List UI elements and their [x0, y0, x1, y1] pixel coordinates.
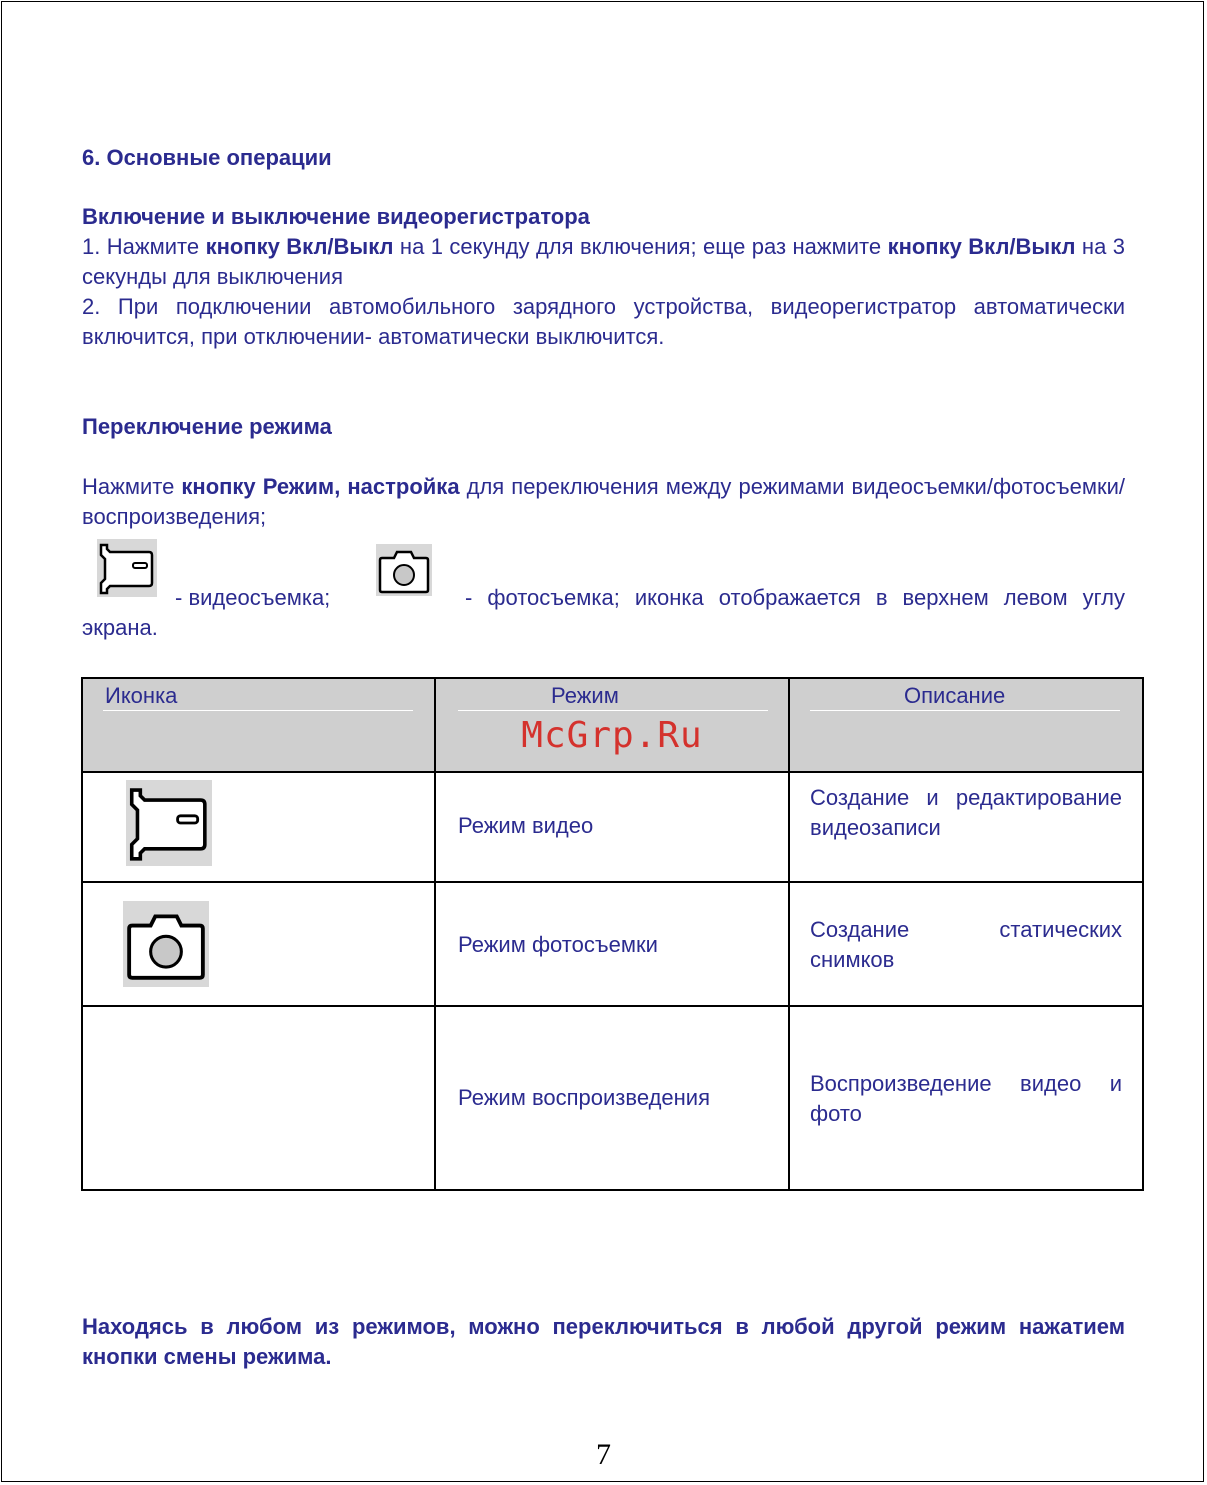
watermark: McGrp.Ru: [521, 715, 703, 756]
header-rule: [458, 710, 768, 711]
mode-description: Воспроизведение видео и фото: [810, 1071, 1122, 1126]
power-heading: Включение и выключение видеорегистратора: [82, 204, 590, 229]
table-header-row: [82, 678, 1143, 772]
power-paragraph-1: [82, 232, 1125, 292]
legend-photo-label: - фотосъемка; иконка отображается в верхнем левом углу экрана: [82, 585, 1125, 640]
description-cell: [789, 772, 1143, 882]
header-rule: [103, 710, 413, 711]
mode-switch-heading: Переключение режима: [82, 414, 332, 439]
icon-cell: [82, 772, 435, 882]
button-name-power: кнопку Вкл/Выкл: [887, 234, 1076, 259]
text-run: 1. Нажмите: [82, 234, 206, 259]
icon-cell: [82, 882, 435, 1006]
table-row: [82, 882, 1143, 1006]
mode-description: Создание и редактирование видеозаписи: [810, 785, 1122, 840]
section-title: 6. Основные операции: [82, 145, 332, 170]
mode-name: Режим воспроизведения: [458, 1085, 710, 1110]
table-row: [82, 1006, 1143, 1190]
description-cell: [789, 882, 1143, 1006]
text-run: Нажмите: [82, 474, 182, 499]
button-name-mode: кнопку Режим, настройка: [181, 474, 460, 499]
text-run: на 3 секунды для выключения: [82, 234, 1125, 289]
photo-camera-icon: [123, 901, 209, 987]
header-description: [789, 678, 1143, 772]
table-row: [82, 772, 1143, 882]
mode-name: Режим видео: [458, 813, 594, 838]
mode-cell: [435, 1006, 789, 1190]
legend-photo-text: [82, 583, 1125, 643]
page-number: 7: [596, 1438, 611, 1471]
header-mode: [435, 678, 789, 772]
mode-description: Создание статических снимков: [810, 917, 1122, 972]
header-label: Режим: [551, 683, 619, 708]
header-label: Иконка: [105, 683, 178, 708]
power-paragraph-2: 2. При подключении автомобильного зарядного устройства, видеорегистратор автоматически включится, при отключении- автоматически выключится.: [82, 294, 1125, 349]
text-run: для переключения между режимами видеосъемки/фотосъемки/воспроизведения;: [82, 474, 1126, 529]
mode-cell: [435, 882, 789, 1006]
button-name-power: кнопку Вкл/Выкл: [205, 234, 394, 259]
icon-cell: [82, 1006, 435, 1190]
mode-cell: [435, 772, 789, 882]
description-cell: [789, 1006, 1143, 1190]
header-rule: [810, 710, 1120, 711]
modes-table: [81, 677, 1144, 1191]
text-run: на 1 секунду для включения; еще раз нажмите: [393, 234, 888, 259]
video-camera-icon: [126, 780, 212, 866]
footer-note: Находясь в любом из режимов, можно переключиться в любой другой режим нажатием кнопки смены режима.: [82, 1314, 1125, 1369]
legend-video-label: - видеосъемка;: [175, 585, 331, 610]
mode-name: Режим фотосъемки: [458, 932, 658, 957]
header-icon: [82, 678, 435, 772]
header-label: Описание: [904, 683, 1006, 708]
mode-switch-paragraph: [82, 472, 1125, 532]
text-run: .: [151, 615, 158, 640]
